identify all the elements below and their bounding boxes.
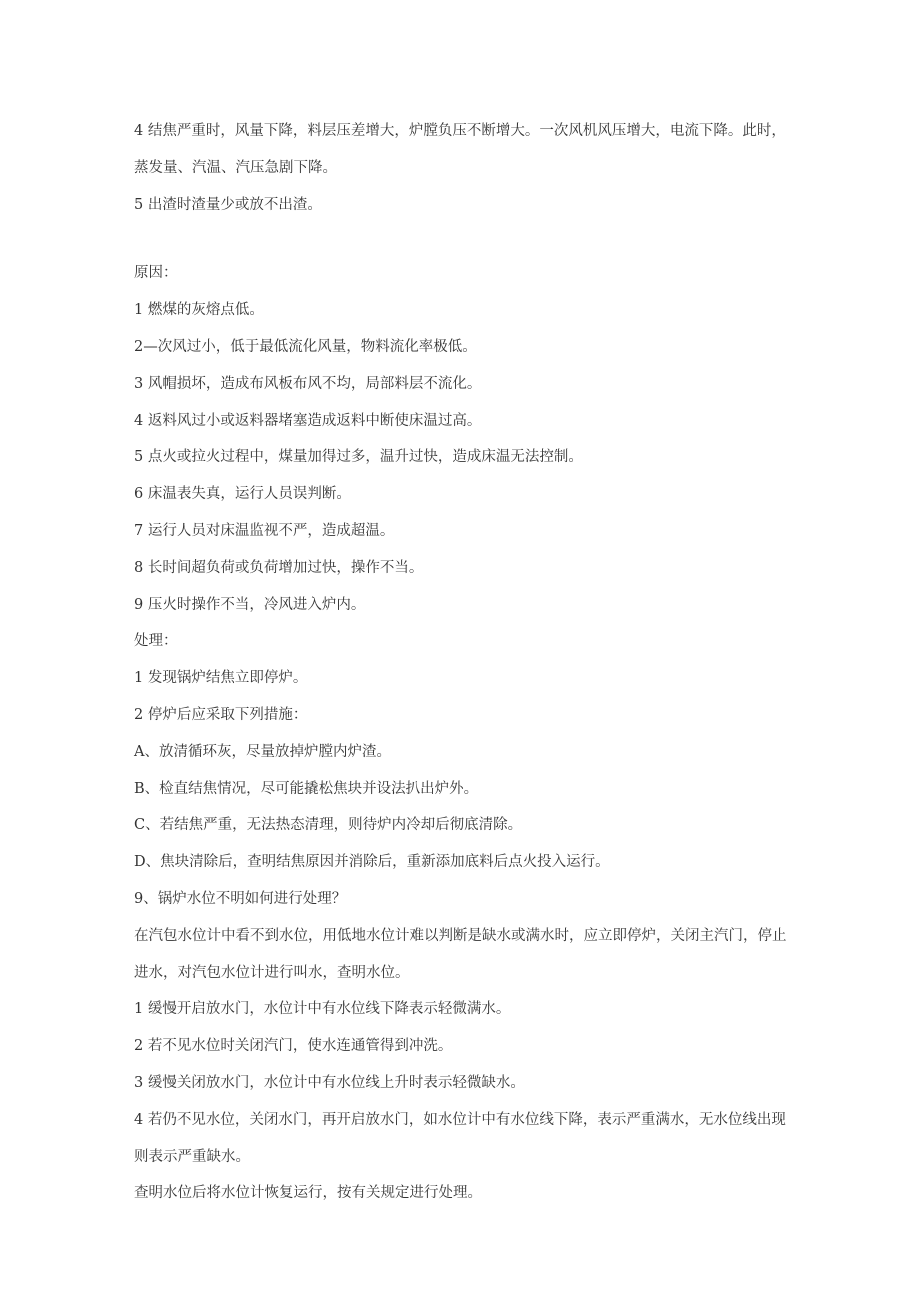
document-body [134, 113, 794, 1212]
question-step-1: 1 缓慢开启放水门，水位计中有水位线下降表示轻微满水。 [134, 1001, 511, 1018]
question-step-3: 3 缓慢关闭放水门，水位计中有水位线上升时表示轻微缺水。 [134, 1074, 525, 1091]
causes-heading: 原因： [134, 265, 178, 282]
question-step-4: 4 若仍不见水位，关闭水门，再开启放水门，如水位计中有水位线下降，表示严重满水，无水位线出现则表示严重缺水。 [134, 1111, 786, 1165]
measure-item-a: A、放清循环灰，尽量放掉炉膛内炉渣。 [134, 743, 391, 760]
cause-item-4: 4 返料风过小或返料器堵塞造成返料中断使床温过高。 [134, 412, 482, 429]
cause-item-7: 7 运行人员对床温监视不严，造成超温。 [134, 522, 395, 539]
question-heading: 9、锅炉水位不明如何进行处理？ [134, 890, 347, 907]
measure-item-b: B、检直结焦情况，尽可能撬松焦块并设法扒出炉外。 [134, 780, 479, 797]
symptom-item-5: 5 出渣时渣量少或放不出渣。 [134, 196, 322, 213]
measure-item-c: C、若结焦严重，无法热态清理，则待炉内冷却后彻底清除。 [134, 817, 523, 834]
treatment-item-2: 2 停炉后应采取下列措施： [134, 706, 308, 723]
question-closing: 查明水位后将水位计恢复运行，按有关规定进行处理。 [134, 1185, 482, 1202]
question-step-2: 2 若不见水位时关闭汽门，使水连通管得到冲洗。 [134, 1038, 453, 1055]
cause-item-5: 5 点火或拉火过程中，煤量加得过多，温升过快，造成床温无法控制。 [134, 449, 583, 466]
cause-item-3: 3 风帽损坏，造成布风板布风不均，局部料层不流化。 [134, 375, 482, 392]
cause-item-1: 1 燃煤的灰熔点低。 [134, 302, 264, 319]
cause-item-2: 2—次风过小，低于最低流化风量，物料流化率极低。 [134, 338, 477, 355]
treatment-heading: 处理： [134, 633, 178, 650]
cause-item-9: 9 压火时操作不当，冷风进入炉内。 [134, 596, 366, 613]
measure-item-d: D、焦块清除后，查明结焦原因并消除后，重新添加底料后点火投入运行。 [134, 854, 610, 871]
paragraph-gap [134, 223, 794, 255]
cause-item-6: 6 床温表失真，运行人员误判断。 [134, 486, 351, 503]
cause-item-8: 8 长时间超负荷或负荷增加过快，操作不当。 [134, 559, 424, 576]
treatment-item-1: 1 发现锅炉结焦立即停炉。 [134, 670, 308, 687]
symptom-item-4: 4 结焦严重时，风量下降，料层压差增大，炉膛负压不断增大。一次风机风压增大，电流下降。此时，蒸发量、汽温、汽压急剧下降。 [134, 123, 786, 176]
question-intro: 在汽包水位计中看不到水位，用低地水位计难以判断是缺水或满水时，应立即停炉，关闭主汽门，停止进水，对汽包水位计进行叫水，查明水位。 [134, 927, 787, 981]
